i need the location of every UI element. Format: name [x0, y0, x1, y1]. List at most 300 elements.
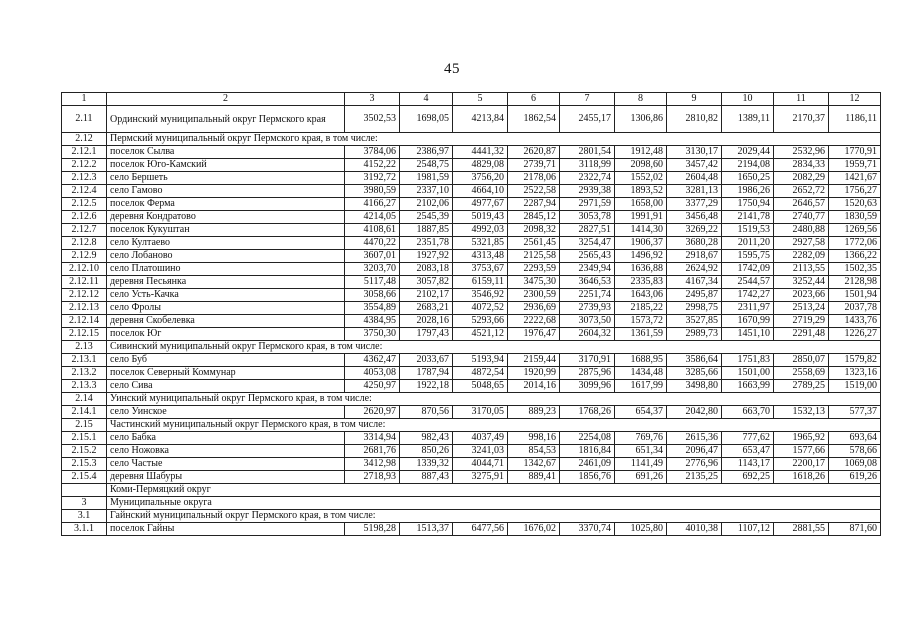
value-cell: 1698,05	[400, 106, 453, 133]
value-cell: 4214,05	[345, 211, 400, 224]
value-cell: 1069,08	[829, 458, 881, 471]
value-cell: 3412,98	[345, 458, 400, 471]
value-cell: 653,47	[722, 445, 774, 458]
settlement-name: поселок Кукуштан	[107, 224, 345, 237]
value-cell: 2029,44	[722, 146, 774, 159]
column-number: 4	[400, 93, 453, 106]
settlement-name: село Фролы	[107, 302, 345, 315]
value-cell: 2322,74	[560, 172, 615, 185]
value-cell: 1434,48	[615, 367, 667, 380]
value-cell: 5048,65	[453, 380, 508, 393]
value-cell: 2461,09	[560, 458, 615, 471]
column-number: 8	[615, 93, 667, 106]
table-row	[62, 198, 881, 211]
value-cell: 2998,75	[667, 302, 722, 315]
value-cell: 1573,72	[615, 315, 667, 328]
section-row	[62, 484, 881, 497]
value-cell: 578,66	[829, 445, 881, 458]
table-row	[62, 445, 881, 458]
section-row	[62, 341, 881, 354]
value-cell: 871,60	[829, 523, 881, 536]
value-cell: 2989,73	[667, 328, 722, 341]
value-cell: 2532,96	[774, 146, 829, 159]
settlement-name: поселок Гайны	[107, 523, 345, 536]
value-cell: 2335,83	[615, 276, 667, 289]
value-cell: 1389,11	[722, 106, 774, 133]
table-row	[62, 263, 881, 276]
settlement-name: село Гамово	[107, 185, 345, 198]
settlement-name: Ординский муниципальный округ Пермского края	[107, 106, 345, 133]
value-cell: 1342,67	[508, 458, 560, 471]
value-cell: 2927,58	[774, 237, 829, 250]
value-cell: 4313,48	[453, 250, 508, 263]
settlement-name: село Частые	[107, 458, 345, 471]
settlement-name: поселок Северный Коммунар	[107, 367, 345, 380]
value-cell: 1141,49	[615, 458, 667, 471]
table-row	[62, 367, 881, 380]
row-code: 2.15	[62, 419, 107, 432]
value-cell: 2513,24	[774, 302, 829, 315]
table-row	[62, 159, 881, 172]
row-code: 2.13.3	[62, 380, 107, 393]
row-code: 2.12.9	[62, 250, 107, 263]
value-cell: 5321,85	[453, 237, 508, 250]
value-cell: 1636,88	[615, 263, 667, 276]
settlement-name: деревня Шабуры	[107, 471, 345, 484]
value-cell: 2646,57	[774, 198, 829, 211]
value-cell: 2620,87	[508, 146, 560, 159]
row-code: 2.12.3	[62, 172, 107, 185]
row-code: 2.11	[62, 106, 107, 133]
row-code: 2.15.2	[62, 445, 107, 458]
value-cell: 3118,99	[560, 159, 615, 172]
settlement-name: поселок Сылва	[107, 146, 345, 159]
value-cell: 2558,69	[774, 367, 829, 380]
section-row	[62, 419, 881, 432]
value-cell: 1772,06	[829, 237, 881, 250]
section-title: Пермский муниципальный округ Пермского края, в том числе:	[107, 133, 881, 146]
value-cell: 982,43	[400, 432, 453, 445]
value-cell: 1920,99	[508, 367, 560, 380]
value-cell: 1991,91	[615, 211, 667, 224]
column-number: 1	[62, 93, 107, 106]
value-cell: 2200,17	[774, 458, 829, 471]
value-cell: 4213,84	[453, 106, 508, 133]
value-cell: 4250,97	[345, 380, 400, 393]
row-code: 2.12.5	[62, 198, 107, 211]
row-code: 2.14.1	[62, 406, 107, 419]
value-cell: 2776,96	[667, 458, 722, 471]
value-cell: 1768,26	[560, 406, 615, 419]
section-title: Частинский муниципальный округ Пермского края, в том числе:	[107, 419, 881, 432]
section-title: Коми-Пермяцкий округ	[107, 484, 881, 497]
value-cell: 889,41	[508, 471, 560, 484]
value-cell: 2739,93	[560, 302, 615, 315]
row-code: 3	[62, 497, 107, 510]
value-cell: 3498,80	[667, 380, 722, 393]
value-cell: 2113,55	[774, 263, 829, 276]
row-code: 2.12.11	[62, 276, 107, 289]
value-cell: 2480,88	[774, 224, 829, 237]
value-cell: 6159,11	[453, 276, 508, 289]
value-cell: 2028,16	[400, 315, 453, 328]
section-title: Муниципальные округа	[107, 497, 881, 510]
value-cell: 1797,43	[400, 328, 453, 341]
value-cell: 651,34	[615, 445, 667, 458]
value-cell: 1976,47	[508, 328, 560, 341]
value-cell: 850,26	[400, 445, 453, 458]
section-row	[62, 497, 881, 510]
value-cell: 2128,98	[829, 276, 881, 289]
row-code	[62, 484, 107, 497]
value-cell: 4167,34	[667, 276, 722, 289]
value-cell: 4384,95	[345, 315, 400, 328]
row-code: 2.15.1	[62, 432, 107, 445]
value-cell: 3170,05	[453, 406, 508, 419]
value-cell: 2718,93	[345, 471, 400, 484]
settlement-name: село Бабка	[107, 432, 345, 445]
value-cell: 1595,75	[722, 250, 774, 263]
value-cell: 1501,00	[722, 367, 774, 380]
value-cell: 1906,37	[615, 237, 667, 250]
row-code: 3.1	[62, 510, 107, 523]
value-cell: 3554,89	[345, 302, 400, 315]
value-cell: 1226,27	[829, 328, 881, 341]
table-row	[62, 224, 881, 237]
header-row	[62, 93, 881, 106]
value-cell: 3057,82	[400, 276, 453, 289]
value-cell: 3980,59	[345, 185, 400, 198]
value-cell: 3377,29	[667, 198, 722, 211]
value-cell: 4072,52	[453, 302, 508, 315]
value-cell: 1670,99	[722, 315, 774, 328]
value-cell: 2834,33	[774, 159, 829, 172]
value-cell: 4664,10	[453, 185, 508, 198]
value-cell: 5019,43	[453, 211, 508, 224]
row-code: 2.12.6	[62, 211, 107, 224]
value-cell: 1688,95	[615, 354, 667, 367]
value-cell: 1269,56	[829, 224, 881, 237]
value-cell: 3475,30	[508, 276, 560, 289]
value-cell: 854,53	[508, 445, 560, 458]
table-row	[62, 380, 881, 393]
settlement-name: деревня Песьянка	[107, 276, 345, 289]
value-cell: 3275,91	[453, 471, 508, 484]
value-cell: 3269,22	[667, 224, 722, 237]
value-cell: 2082,29	[774, 172, 829, 185]
table-row	[62, 185, 881, 198]
settlement-name: село Уинское	[107, 406, 345, 419]
column-number: 2	[107, 93, 345, 106]
value-cell: 2014,16	[508, 380, 560, 393]
value-cell: 2971,59	[560, 198, 615, 211]
value-cell: 1658,00	[615, 198, 667, 211]
value-cell: 3753,67	[453, 263, 508, 276]
value-cell: 2620,97	[345, 406, 400, 419]
value-cell: 4441,32	[453, 146, 508, 159]
value-cell: 2282,09	[774, 250, 829, 263]
settlement-name: село Култаево	[107, 237, 345, 250]
value-cell: 1643,06	[615, 289, 667, 302]
value-cell: 1361,59	[615, 328, 667, 341]
column-number: 5	[453, 93, 508, 106]
value-cell: 2918,67	[667, 250, 722, 263]
value-cell: 3314,94	[345, 432, 400, 445]
section-title: Гайнский муниципальный округ Пермского края, в том числе:	[107, 510, 881, 523]
table-row	[62, 289, 881, 302]
table-row	[62, 276, 881, 289]
value-cell: 3756,20	[453, 172, 508, 185]
value-cell: 3053,78	[560, 211, 615, 224]
value-cell: 2178,06	[508, 172, 560, 185]
value-cell: 4829,08	[453, 159, 508, 172]
value-cell: 4470,22	[345, 237, 400, 250]
settlement-name: поселок Ферма	[107, 198, 345, 211]
value-cell: 1676,02	[508, 523, 560, 536]
value-cell: 4992,03	[453, 224, 508, 237]
value-cell: 2495,87	[667, 289, 722, 302]
value-cell: 4044,71	[453, 458, 508, 471]
row-code: 2.12.15	[62, 328, 107, 341]
value-cell: 2810,82	[667, 106, 722, 133]
value-cell: 2102,17	[400, 289, 453, 302]
settlement-name: поселок Юго-Камский	[107, 159, 345, 172]
value-cell: 2604,32	[560, 328, 615, 341]
row-code: 2.12.2	[62, 159, 107, 172]
value-cell: 693,64	[829, 432, 881, 445]
value-cell: 3680,28	[667, 237, 722, 250]
value-cell: 4010,38	[667, 523, 722, 536]
value-cell: 3502,53	[345, 106, 400, 133]
value-cell: 1986,26	[722, 185, 774, 198]
value-cell: 4108,61	[345, 224, 400, 237]
row-code: 2.15.4	[62, 471, 107, 484]
value-cell: 1617,99	[615, 380, 667, 393]
value-cell: 2170,37	[774, 106, 829, 133]
value-cell: 2683,21	[400, 302, 453, 315]
value-cell: 2875,96	[560, 367, 615, 380]
value-cell: 4362,47	[345, 354, 400, 367]
value-cell: 1770,91	[829, 146, 881, 159]
row-code: 2.12.8	[62, 237, 107, 250]
value-cell: 2291,48	[774, 328, 829, 341]
value-cell: 1830,59	[829, 211, 881, 224]
value-cell: 1552,02	[615, 172, 667, 185]
value-cell: 2522,58	[508, 185, 560, 198]
value-cell: 3241,03	[453, 445, 508, 458]
value-cell: 1519,00	[829, 380, 881, 393]
value-cell: 2254,08	[560, 432, 615, 445]
value-cell: 1496,92	[615, 250, 667, 263]
row-code: 2.13.2	[62, 367, 107, 380]
value-cell: 1519,53	[722, 224, 774, 237]
tariff-table	[61, 92, 881, 536]
value-cell: 2098,32	[508, 224, 560, 237]
value-cell: 2845,12	[508, 211, 560, 224]
value-cell: 654,37	[615, 406, 667, 419]
section-row	[62, 133, 881, 146]
value-cell: 2801,54	[560, 146, 615, 159]
value-cell: 2011,20	[722, 237, 774, 250]
value-cell: 2789,25	[774, 380, 829, 393]
settlement-name: село Лобаново	[107, 250, 345, 263]
value-cell: 2545,39	[400, 211, 453, 224]
value-cell: 1922,18	[400, 380, 453, 393]
table-row	[62, 237, 881, 250]
value-cell: 777,62	[722, 432, 774, 445]
section-row	[62, 510, 881, 523]
settlement-name: село Буб	[107, 354, 345, 367]
table-row	[62, 523, 881, 536]
value-cell: 1366,22	[829, 250, 881, 263]
value-cell: 3456,48	[667, 211, 722, 224]
value-cell: 2251,74	[560, 289, 615, 302]
value-cell: 2141,78	[722, 211, 774, 224]
settlement-name: село Платошино	[107, 263, 345, 276]
value-cell: 4521,12	[453, 328, 508, 341]
table-row	[62, 146, 881, 159]
value-cell: 3750,30	[345, 328, 400, 341]
value-cell: 1025,80	[615, 523, 667, 536]
value-cell: 4037,49	[453, 432, 508, 445]
value-cell: 2939,38	[560, 185, 615, 198]
value-cell: 2135,25	[667, 471, 722, 484]
value-cell: 619,26	[829, 471, 881, 484]
value-cell: 1618,26	[774, 471, 829, 484]
table-row	[62, 106, 881, 133]
value-cell: 1107,12	[722, 523, 774, 536]
value-cell: 2293,59	[508, 263, 560, 276]
value-cell: 1862,54	[508, 106, 560, 133]
value-cell: 2125,58	[508, 250, 560, 263]
value-cell: 2548,75	[400, 159, 453, 172]
value-cell: 1912,48	[615, 146, 667, 159]
value-cell: 2652,72	[774, 185, 829, 198]
table-row	[62, 315, 881, 328]
value-cell: 3370,74	[560, 523, 615, 536]
table-row	[62, 354, 881, 367]
value-cell: 1965,92	[774, 432, 829, 445]
value-cell: 3281,13	[667, 185, 722, 198]
value-cell: 3073,50	[560, 315, 615, 328]
value-cell: 2544,57	[722, 276, 774, 289]
value-cell: 4166,27	[345, 198, 400, 211]
value-cell: 3586,64	[667, 354, 722, 367]
column-number: 10	[722, 93, 774, 106]
value-cell: 1787,94	[400, 367, 453, 380]
value-cell: 3254,47	[560, 237, 615, 250]
settlement-name: деревня Кондратово	[107, 211, 345, 224]
value-cell: 2033,67	[400, 354, 453, 367]
value-cell: 2850,07	[774, 354, 829, 367]
table-row	[62, 328, 881, 341]
value-cell: 1756,27	[829, 185, 881, 198]
row-code: 2.13	[62, 341, 107, 354]
table-row	[62, 250, 881, 263]
section-title: Уинский муниципальный округ Пермского края, в том числе:	[107, 393, 881, 406]
value-cell: 1433,76	[829, 315, 881, 328]
value-cell: 2565,43	[560, 250, 615, 263]
settlement-name: село Сива	[107, 380, 345, 393]
row-code: 2.14	[62, 393, 107, 406]
value-cell: 5117,48	[345, 276, 400, 289]
table-row	[62, 172, 881, 185]
value-cell: 1751,83	[722, 354, 774, 367]
value-cell: 1501,94	[829, 289, 881, 302]
value-cell: 2386,97	[400, 146, 453, 159]
value-cell: 3058,66	[345, 289, 400, 302]
value-cell: 2096,47	[667, 445, 722, 458]
value-cell: 4977,67	[453, 198, 508, 211]
value-cell: 1414,30	[615, 224, 667, 237]
row-code: 2.12.13	[62, 302, 107, 315]
table-row	[62, 302, 881, 315]
page-number: 45	[444, 61, 460, 77]
row-code: 2.12.10	[62, 263, 107, 276]
value-cell: 1579,82	[829, 354, 881, 367]
value-cell: 2739,71	[508, 159, 560, 172]
value-cell: 3784,06	[345, 146, 400, 159]
table-row	[62, 211, 881, 224]
value-cell: 2827,51	[560, 224, 615, 237]
value-cell: 1650,25	[722, 172, 774, 185]
value-cell: 1143,17	[722, 458, 774, 471]
row-code: 2.12.14	[62, 315, 107, 328]
value-cell: 1577,66	[774, 445, 829, 458]
value-cell: 1339,32	[400, 458, 453, 471]
value-cell: 577,37	[829, 406, 881, 419]
value-cell: 1663,99	[722, 380, 774, 393]
value-cell: 769,76	[615, 432, 667, 445]
value-cell: 2287,94	[508, 198, 560, 211]
value-cell: 691,26	[615, 471, 667, 484]
value-cell: 1532,13	[774, 406, 829, 419]
value-cell: 4053,08	[345, 367, 400, 380]
value-cell: 3192,72	[345, 172, 400, 185]
value-cell: 1750,94	[722, 198, 774, 211]
value-cell: 2337,10	[400, 185, 453, 198]
settlement-name: деревня Скобелевка	[107, 315, 345, 328]
value-cell: 3607,01	[345, 250, 400, 263]
column-number: 3	[345, 93, 400, 106]
value-cell: 2194,08	[722, 159, 774, 172]
table-row	[62, 471, 881, 484]
section-row	[62, 393, 881, 406]
value-cell: 3170,91	[560, 354, 615, 367]
value-cell: 1816,84	[560, 445, 615, 458]
value-cell: 2349,94	[560, 263, 615, 276]
value-cell: 2037,78	[829, 302, 881, 315]
row-code: 2.13.1	[62, 354, 107, 367]
row-code: 2.15.3	[62, 458, 107, 471]
value-cell: 4872,54	[453, 367, 508, 380]
row-code: 2.12.7	[62, 224, 107, 237]
value-cell: 6477,56	[453, 523, 508, 536]
value-cell: 692,25	[722, 471, 774, 484]
value-cell: 5193,94	[453, 354, 508, 367]
value-cell: 3285,66	[667, 367, 722, 380]
value-cell: 2102,06	[400, 198, 453, 211]
value-cell: 1323,16	[829, 367, 881, 380]
value-cell: 1306,86	[615, 106, 667, 133]
value-cell: 1520,63	[829, 198, 881, 211]
value-cell: 1981,59	[400, 172, 453, 185]
value-cell: 5198,28	[345, 523, 400, 536]
value-cell: 2300,59	[508, 289, 560, 302]
value-cell: 1451,10	[722, 328, 774, 341]
value-cell: 2159,44	[508, 354, 560, 367]
value-cell: 3203,70	[345, 263, 400, 276]
